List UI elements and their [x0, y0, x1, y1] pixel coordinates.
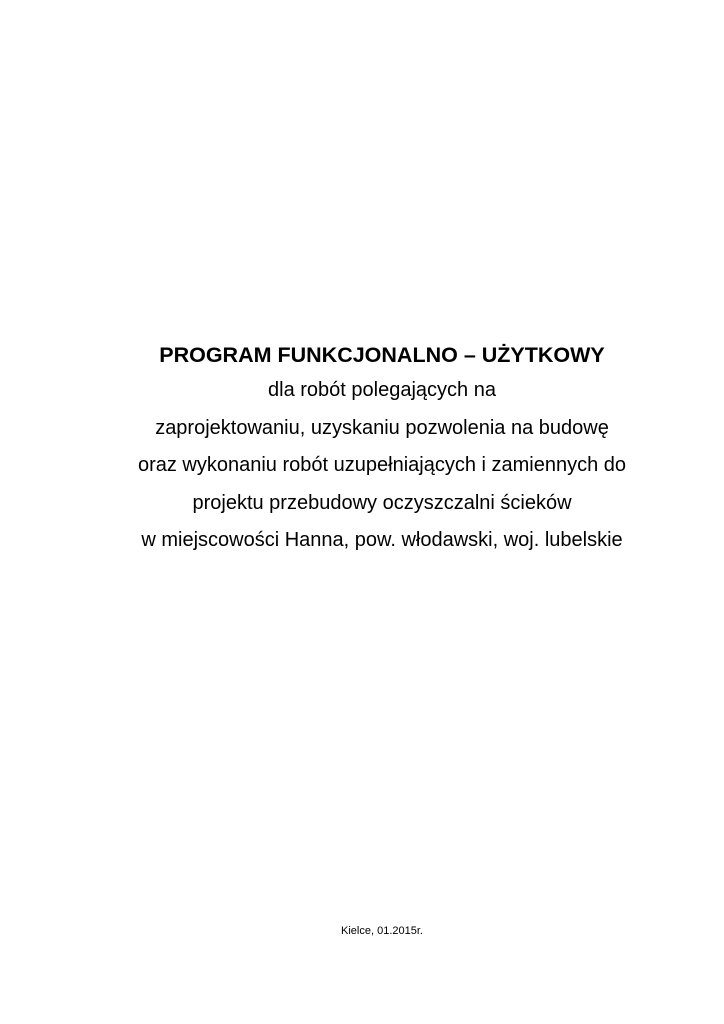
subtitle-line: oraz wykonaniu robót uzupełniających i zamiennych do	[137, 454, 627, 476]
place-date-footer: Kielce, 01.2015r.	[341, 925, 423, 937]
subtitle-line: projektu przebudowy oczyszczalni ścieków	[192, 491, 572, 514]
subtitle-line: dla robót polegających na	[268, 379, 496, 401]
subtitle-lines	[0, 372, 724, 560]
document-title: PROGRAM FUNKCJONALNO – UŻYTKOWY	[159, 343, 605, 367]
subtitle-line: zaprojektowaniu, uzyskaniu pozwolenia na budowę	[155, 416, 609, 439]
subtitle-line: w miejscowości Hanna, pow. włodawski, woj. lubelskie	[141, 529, 623, 551]
title-block	[0, 338, 724, 560]
